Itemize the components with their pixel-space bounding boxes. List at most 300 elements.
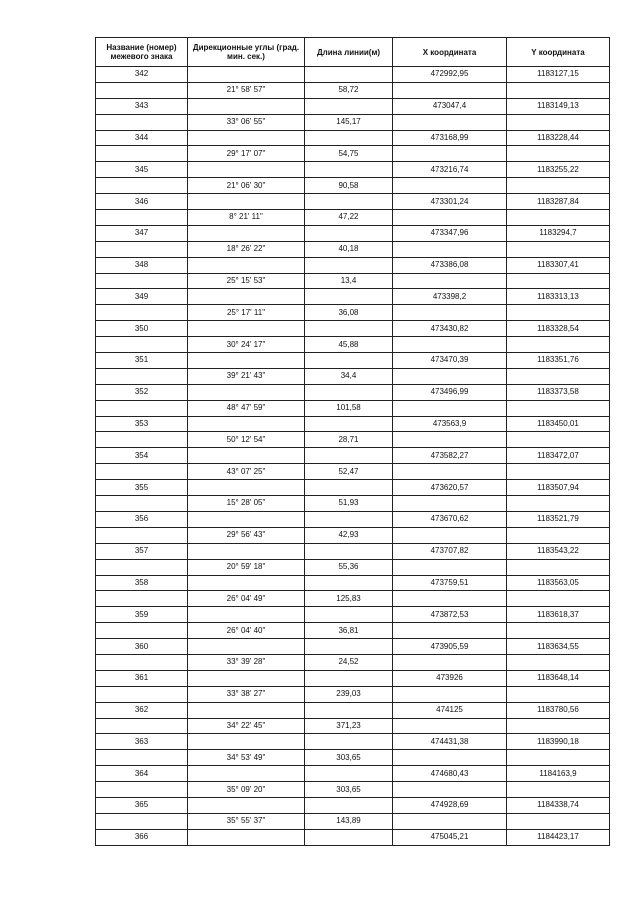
- point-row: [96, 797, 610, 813]
- empty-cell: [96, 178, 188, 194]
- line-length-cell: 55,36: [305, 559, 393, 575]
- point-row: [96, 829, 610, 845]
- point-name-cell: 362: [96, 702, 188, 718]
- empty-cell: [96, 813, 188, 829]
- direction-angle-cell: 15° 28' 05": [188, 496, 305, 512]
- x-coordinate-cell: 473582,27: [393, 448, 507, 464]
- empty-cell: [393, 654, 507, 670]
- x-coordinate-cell: 474928,69: [393, 797, 507, 813]
- x-coordinate-cell: 473759,51: [393, 575, 507, 591]
- empty-cell: [96, 146, 188, 162]
- point-name-cell: 345: [96, 162, 188, 178]
- line-length-cell: 101,58: [305, 400, 393, 416]
- line-length-cell: 13,4: [305, 273, 393, 289]
- empty-cell: [507, 178, 610, 194]
- empty-cell: [188, 353, 305, 369]
- segment-row: [96, 400, 610, 416]
- empty-cell: [96, 750, 188, 766]
- x-coordinate-cell: 473347,96: [393, 225, 507, 241]
- empty-cell: [96, 210, 188, 226]
- point-row: [96, 670, 610, 686]
- direction-angle-cell: 8° 21' 11": [188, 210, 305, 226]
- direction-angle-cell: 18° 26' 22": [188, 241, 305, 257]
- empty-cell: [507, 496, 610, 512]
- direction-angle-cell: 33° 38' 27": [188, 686, 305, 702]
- y-coordinate-cell: 1184163,9: [507, 766, 610, 782]
- empty-cell: [96, 559, 188, 575]
- empty-cell: [305, 257, 393, 273]
- empty-cell: [507, 146, 610, 162]
- point-row: [96, 734, 610, 750]
- y-coordinate-cell: 1183507,94: [507, 480, 610, 496]
- y-coordinate-cell: 1183328,54: [507, 321, 610, 337]
- point-name-cell: 346: [96, 194, 188, 210]
- x-coordinate-cell: 473470,39: [393, 353, 507, 369]
- point-name-cell: 344: [96, 130, 188, 146]
- empty-cell: [393, 146, 507, 162]
- y-coordinate-cell: 1183543,22: [507, 543, 610, 559]
- point-name-cell: 347: [96, 225, 188, 241]
- empty-cell: [507, 210, 610, 226]
- empty-cell: [305, 162, 393, 178]
- empty-cell: [188, 162, 305, 178]
- line-length-cell: 371,23: [305, 718, 393, 734]
- direction-angle-cell: 21° 06' 30": [188, 178, 305, 194]
- x-coordinate-cell: 474680,43: [393, 766, 507, 782]
- empty-cell: [305, 289, 393, 305]
- coordinates-table: [95, 37, 610, 846]
- y-coordinate-cell: 1183307,41: [507, 257, 610, 273]
- empty-cell: [393, 718, 507, 734]
- header-direction-angle: Дирекционные углы (град. мин. сек.): [188, 38, 305, 67]
- empty-cell: [507, 623, 610, 639]
- empty-cell: [305, 98, 393, 114]
- direction-angle-cell: 33° 06' 55": [188, 114, 305, 130]
- point-row: [96, 639, 610, 655]
- line-length-cell: 28,71: [305, 432, 393, 448]
- point-row: [96, 575, 610, 591]
- empty-cell: [188, 194, 305, 210]
- empty-cell: [393, 210, 507, 226]
- line-length-cell: 47,22: [305, 210, 393, 226]
- empty-cell: [188, 702, 305, 718]
- direction-angle-cell: 21° 58' 57": [188, 82, 305, 98]
- y-coordinate-cell: 1183255,22: [507, 162, 610, 178]
- empty-cell: [305, 543, 393, 559]
- empty-cell: [507, 813, 610, 829]
- segment-row: [96, 686, 610, 702]
- empty-cell: [393, 782, 507, 798]
- empty-cell: [305, 480, 393, 496]
- empty-cell: [507, 337, 610, 353]
- empty-cell: [305, 607, 393, 623]
- empty-cell: [188, 829, 305, 845]
- y-coordinate-cell: 1183634,55: [507, 639, 610, 655]
- line-length-cell: 54,75: [305, 146, 393, 162]
- empty-cell: [507, 432, 610, 448]
- empty-cell: [393, 178, 507, 194]
- point-name-cell: 349: [96, 289, 188, 305]
- direction-angle-cell: 25° 17' 11": [188, 305, 305, 321]
- empty-cell: [305, 225, 393, 241]
- point-row: [96, 98, 610, 114]
- x-coordinate-cell: 473872,53: [393, 607, 507, 623]
- empty-cell: [188, 130, 305, 146]
- line-length-cell: 303,65: [305, 782, 393, 798]
- line-length-cell: 42,93: [305, 527, 393, 543]
- x-coordinate-cell: 473905,59: [393, 639, 507, 655]
- point-row: [96, 162, 610, 178]
- point-name-cell: 363: [96, 734, 188, 750]
- empty-cell: [96, 400, 188, 416]
- line-length-cell: 52,47: [305, 464, 393, 480]
- direction-angle-cell: 30° 24' 17": [188, 337, 305, 353]
- direction-angle-cell: 50° 12' 54": [188, 432, 305, 448]
- direction-angle-cell: 35° 55' 37": [188, 813, 305, 829]
- segment-row: [96, 654, 610, 670]
- point-row: [96, 257, 610, 273]
- point-name-cell: 342: [96, 67, 188, 83]
- empty-cell: [393, 623, 507, 639]
- point-row: [96, 67, 610, 83]
- empty-cell: [305, 639, 393, 655]
- line-length-cell: 36,81: [305, 623, 393, 639]
- empty-cell: [393, 82, 507, 98]
- y-coordinate-cell: 1183648,14: [507, 670, 610, 686]
- x-coordinate-cell: 473496,99: [393, 384, 507, 400]
- empty-cell: [305, 734, 393, 750]
- header-point-name: Название (номер) межевого знака: [96, 38, 188, 67]
- point-row: [96, 480, 610, 496]
- empty-cell: [507, 368, 610, 384]
- y-coordinate-cell: 1183618,37: [507, 607, 610, 623]
- empty-cell: [393, 527, 507, 543]
- direction-angle-cell: 34° 53' 49": [188, 750, 305, 766]
- line-length-cell: 36,08: [305, 305, 393, 321]
- x-coordinate-cell: 473620,57: [393, 480, 507, 496]
- segment-row: [96, 82, 610, 98]
- empty-cell: [393, 464, 507, 480]
- empty-cell: [188, 511, 305, 527]
- point-name-cell: 343: [96, 98, 188, 114]
- empty-cell: [507, 718, 610, 734]
- segment-row: [96, 623, 610, 639]
- empty-cell: [188, 225, 305, 241]
- point-name-cell: 364: [96, 766, 188, 782]
- point-name-cell: 365: [96, 797, 188, 813]
- point-name-cell: 350: [96, 321, 188, 337]
- empty-cell: [188, 797, 305, 813]
- empty-cell: [393, 241, 507, 257]
- point-name-cell: 357: [96, 543, 188, 559]
- point-name-cell: 352: [96, 384, 188, 400]
- point-name-cell: 366: [96, 829, 188, 845]
- empty-cell: [305, 829, 393, 845]
- line-length-cell: 45,88: [305, 337, 393, 353]
- point-row: [96, 416, 610, 432]
- point-row: [96, 543, 610, 559]
- direction-angle-cell: 26° 04' 49": [188, 591, 305, 607]
- empty-cell: [188, 670, 305, 686]
- point-row: [96, 384, 610, 400]
- x-coordinate-cell: 473386,08: [393, 257, 507, 273]
- x-coordinate-cell: 473398,2: [393, 289, 507, 305]
- empty-cell: [305, 511, 393, 527]
- empty-cell: [305, 384, 393, 400]
- empty-cell: [96, 368, 188, 384]
- line-length-cell: 58,72: [305, 82, 393, 98]
- table-body: [96, 67, 610, 846]
- segment-row: [96, 178, 610, 194]
- point-name-cell: 354: [96, 448, 188, 464]
- segment-row: [96, 559, 610, 575]
- segment-row: [96, 241, 610, 257]
- y-coordinate-cell: 1183228,44: [507, 130, 610, 146]
- segment-row: [96, 496, 610, 512]
- line-length-cell: 303,65: [305, 750, 393, 766]
- empty-cell: [393, 114, 507, 130]
- empty-cell: [507, 400, 610, 416]
- empty-cell: [188, 734, 305, 750]
- empty-cell: [305, 194, 393, 210]
- empty-cell: [96, 114, 188, 130]
- empty-cell: [507, 782, 610, 798]
- empty-cell: [393, 750, 507, 766]
- point-row: [96, 766, 610, 782]
- segment-row: [96, 782, 610, 798]
- x-coordinate-cell: 474431,38: [393, 734, 507, 750]
- empty-cell: [507, 750, 610, 766]
- empty-cell: [188, 480, 305, 496]
- empty-cell: [96, 305, 188, 321]
- segment-row: [96, 591, 610, 607]
- empty-cell: [96, 432, 188, 448]
- empty-cell: [96, 623, 188, 639]
- empty-cell: [305, 130, 393, 146]
- empty-cell: [507, 527, 610, 543]
- point-row: [96, 702, 610, 718]
- table-header-row: [96, 38, 610, 67]
- x-coordinate-cell: 473670,62: [393, 511, 507, 527]
- empty-cell: [96, 686, 188, 702]
- line-length-cell: 51,93: [305, 496, 393, 512]
- y-coordinate-cell: 1183990,18: [507, 734, 610, 750]
- empty-cell: [188, 98, 305, 114]
- direction-angle-cell: 26° 04' 40": [188, 623, 305, 639]
- line-length-cell: 143,89: [305, 813, 393, 829]
- y-coordinate-cell: 1183472,07: [507, 448, 610, 464]
- empty-cell: [393, 432, 507, 448]
- empty-cell: [188, 67, 305, 83]
- empty-cell: [507, 82, 610, 98]
- empty-cell: [96, 464, 188, 480]
- empty-cell: [393, 368, 507, 384]
- empty-cell: [507, 686, 610, 702]
- point-row: [96, 289, 610, 305]
- segment-row: [96, 337, 610, 353]
- line-length-cell: 125,83: [305, 591, 393, 607]
- point-row: [96, 353, 610, 369]
- x-coordinate-cell: 472992,95: [393, 67, 507, 83]
- empty-cell: [305, 797, 393, 813]
- empty-cell: [507, 114, 610, 130]
- y-coordinate-cell: 1183780,56: [507, 702, 610, 718]
- direction-angle-cell: 33° 39' 28": [188, 654, 305, 670]
- segment-row: [96, 527, 610, 543]
- segment-row: [96, 813, 610, 829]
- segment-row: [96, 146, 610, 162]
- empty-cell: [188, 766, 305, 782]
- point-row: [96, 130, 610, 146]
- empty-cell: [305, 67, 393, 83]
- empty-cell: [305, 416, 393, 432]
- y-coordinate-cell: 1183287,84: [507, 194, 610, 210]
- empty-cell: [393, 559, 507, 575]
- header-x-coordinate: X координата: [393, 38, 507, 67]
- segment-row: [96, 210, 610, 226]
- segment-row: [96, 114, 610, 130]
- empty-cell: [96, 718, 188, 734]
- empty-cell: [188, 543, 305, 559]
- direction-angle-cell: 34° 22' 45": [188, 718, 305, 734]
- y-coordinate-cell: 1183313,13: [507, 289, 610, 305]
- empty-cell: [96, 337, 188, 353]
- y-coordinate-cell: 1183294,7: [507, 225, 610, 241]
- direction-angle-cell: 43° 07' 25": [188, 464, 305, 480]
- empty-cell: [188, 257, 305, 273]
- empty-cell: [393, 496, 507, 512]
- point-name-cell: 360: [96, 639, 188, 655]
- direction-angle-cell: 20° 59' 18": [188, 559, 305, 575]
- empty-cell: [188, 448, 305, 464]
- empty-cell: [96, 654, 188, 670]
- empty-cell: [188, 607, 305, 623]
- point-row: [96, 321, 610, 337]
- point-row: [96, 225, 610, 241]
- line-length-cell: 90,58: [305, 178, 393, 194]
- segment-row: [96, 368, 610, 384]
- line-length-cell: 40,18: [305, 241, 393, 257]
- x-coordinate-cell: 473430,82: [393, 321, 507, 337]
- empty-cell: [393, 273, 507, 289]
- x-coordinate-cell: 473047,4: [393, 98, 507, 114]
- point-name-cell: 353: [96, 416, 188, 432]
- empty-cell: [507, 464, 610, 480]
- empty-cell: [393, 686, 507, 702]
- point-name-cell: 355: [96, 480, 188, 496]
- point-name-cell: 361: [96, 670, 188, 686]
- empty-cell: [305, 448, 393, 464]
- point-row: [96, 511, 610, 527]
- segment-row: [96, 750, 610, 766]
- empty-cell: [507, 241, 610, 257]
- empty-cell: [188, 575, 305, 591]
- point-name-cell: 351: [96, 353, 188, 369]
- x-coordinate-cell: 473926: [393, 670, 507, 686]
- empty-cell: [393, 813, 507, 829]
- x-coordinate-cell: 473563,9: [393, 416, 507, 432]
- empty-cell: [96, 82, 188, 98]
- empty-cell: [507, 559, 610, 575]
- x-coordinate-cell: 475045,21: [393, 829, 507, 845]
- empty-cell: [188, 289, 305, 305]
- direction-angle-cell: 29° 17' 07": [188, 146, 305, 162]
- x-coordinate-cell: 473707,82: [393, 543, 507, 559]
- x-coordinate-cell: 474125: [393, 702, 507, 718]
- direction-angle-cell: 39° 21' 43": [188, 368, 305, 384]
- y-coordinate-cell: 1183127,15: [507, 67, 610, 83]
- empty-cell: [507, 654, 610, 670]
- empty-cell: [393, 305, 507, 321]
- x-coordinate-cell: 473301,24: [393, 194, 507, 210]
- y-coordinate-cell: 1183563,05: [507, 575, 610, 591]
- point-row: [96, 607, 610, 623]
- empty-cell: [305, 766, 393, 782]
- empty-cell: [507, 273, 610, 289]
- empty-cell: [96, 591, 188, 607]
- y-coordinate-cell: 1183521,79: [507, 511, 610, 527]
- empty-cell: [188, 321, 305, 337]
- point-row: [96, 448, 610, 464]
- segment-row: [96, 718, 610, 734]
- y-coordinate-cell: 1183373,58: [507, 384, 610, 400]
- empty-cell: [305, 702, 393, 718]
- segment-row: [96, 305, 610, 321]
- empty-cell: [188, 384, 305, 400]
- empty-cell: [188, 639, 305, 655]
- direction-angle-cell: 35° 09' 20": [188, 782, 305, 798]
- segment-row: [96, 464, 610, 480]
- segment-row: [96, 432, 610, 448]
- header-line-length: Длина линии(м): [305, 38, 393, 67]
- empty-cell: [393, 591, 507, 607]
- empty-cell: [188, 416, 305, 432]
- y-coordinate-cell: 1184338,74: [507, 797, 610, 813]
- y-coordinate-cell: 1183351,76: [507, 353, 610, 369]
- y-coordinate-cell: 1184423,17: [507, 829, 610, 845]
- empty-cell: [96, 241, 188, 257]
- line-length-cell: 24,52: [305, 654, 393, 670]
- x-coordinate-cell: 473168,99: [393, 130, 507, 146]
- line-length-cell: 145,17: [305, 114, 393, 130]
- point-name-cell: 356: [96, 511, 188, 527]
- point-name-cell: 359: [96, 607, 188, 623]
- empty-cell: [507, 591, 610, 607]
- point-name-cell: 348: [96, 257, 188, 273]
- segment-row: [96, 273, 610, 289]
- empty-cell: [393, 337, 507, 353]
- empty-cell: [507, 305, 610, 321]
- direction-angle-cell: 48° 47' 59": [188, 400, 305, 416]
- empty-cell: [96, 782, 188, 798]
- empty-cell: [305, 321, 393, 337]
- line-length-cell: 34,4: [305, 368, 393, 384]
- x-coordinate-cell: 473216,74: [393, 162, 507, 178]
- empty-cell: [96, 273, 188, 289]
- line-length-cell: 239,03: [305, 686, 393, 702]
- empty-cell: [393, 400, 507, 416]
- empty-cell: [96, 496, 188, 512]
- point-name-cell: 358: [96, 575, 188, 591]
- point-row: [96, 194, 610, 210]
- empty-cell: [305, 353, 393, 369]
- header-y-coordinate: Y координата: [507, 38, 610, 67]
- empty-cell: [305, 575, 393, 591]
- empty-cell: [305, 670, 393, 686]
- empty-cell: [96, 527, 188, 543]
- y-coordinate-cell: 1183149,13: [507, 98, 610, 114]
- y-coordinate-cell: 1183450,01: [507, 416, 610, 432]
